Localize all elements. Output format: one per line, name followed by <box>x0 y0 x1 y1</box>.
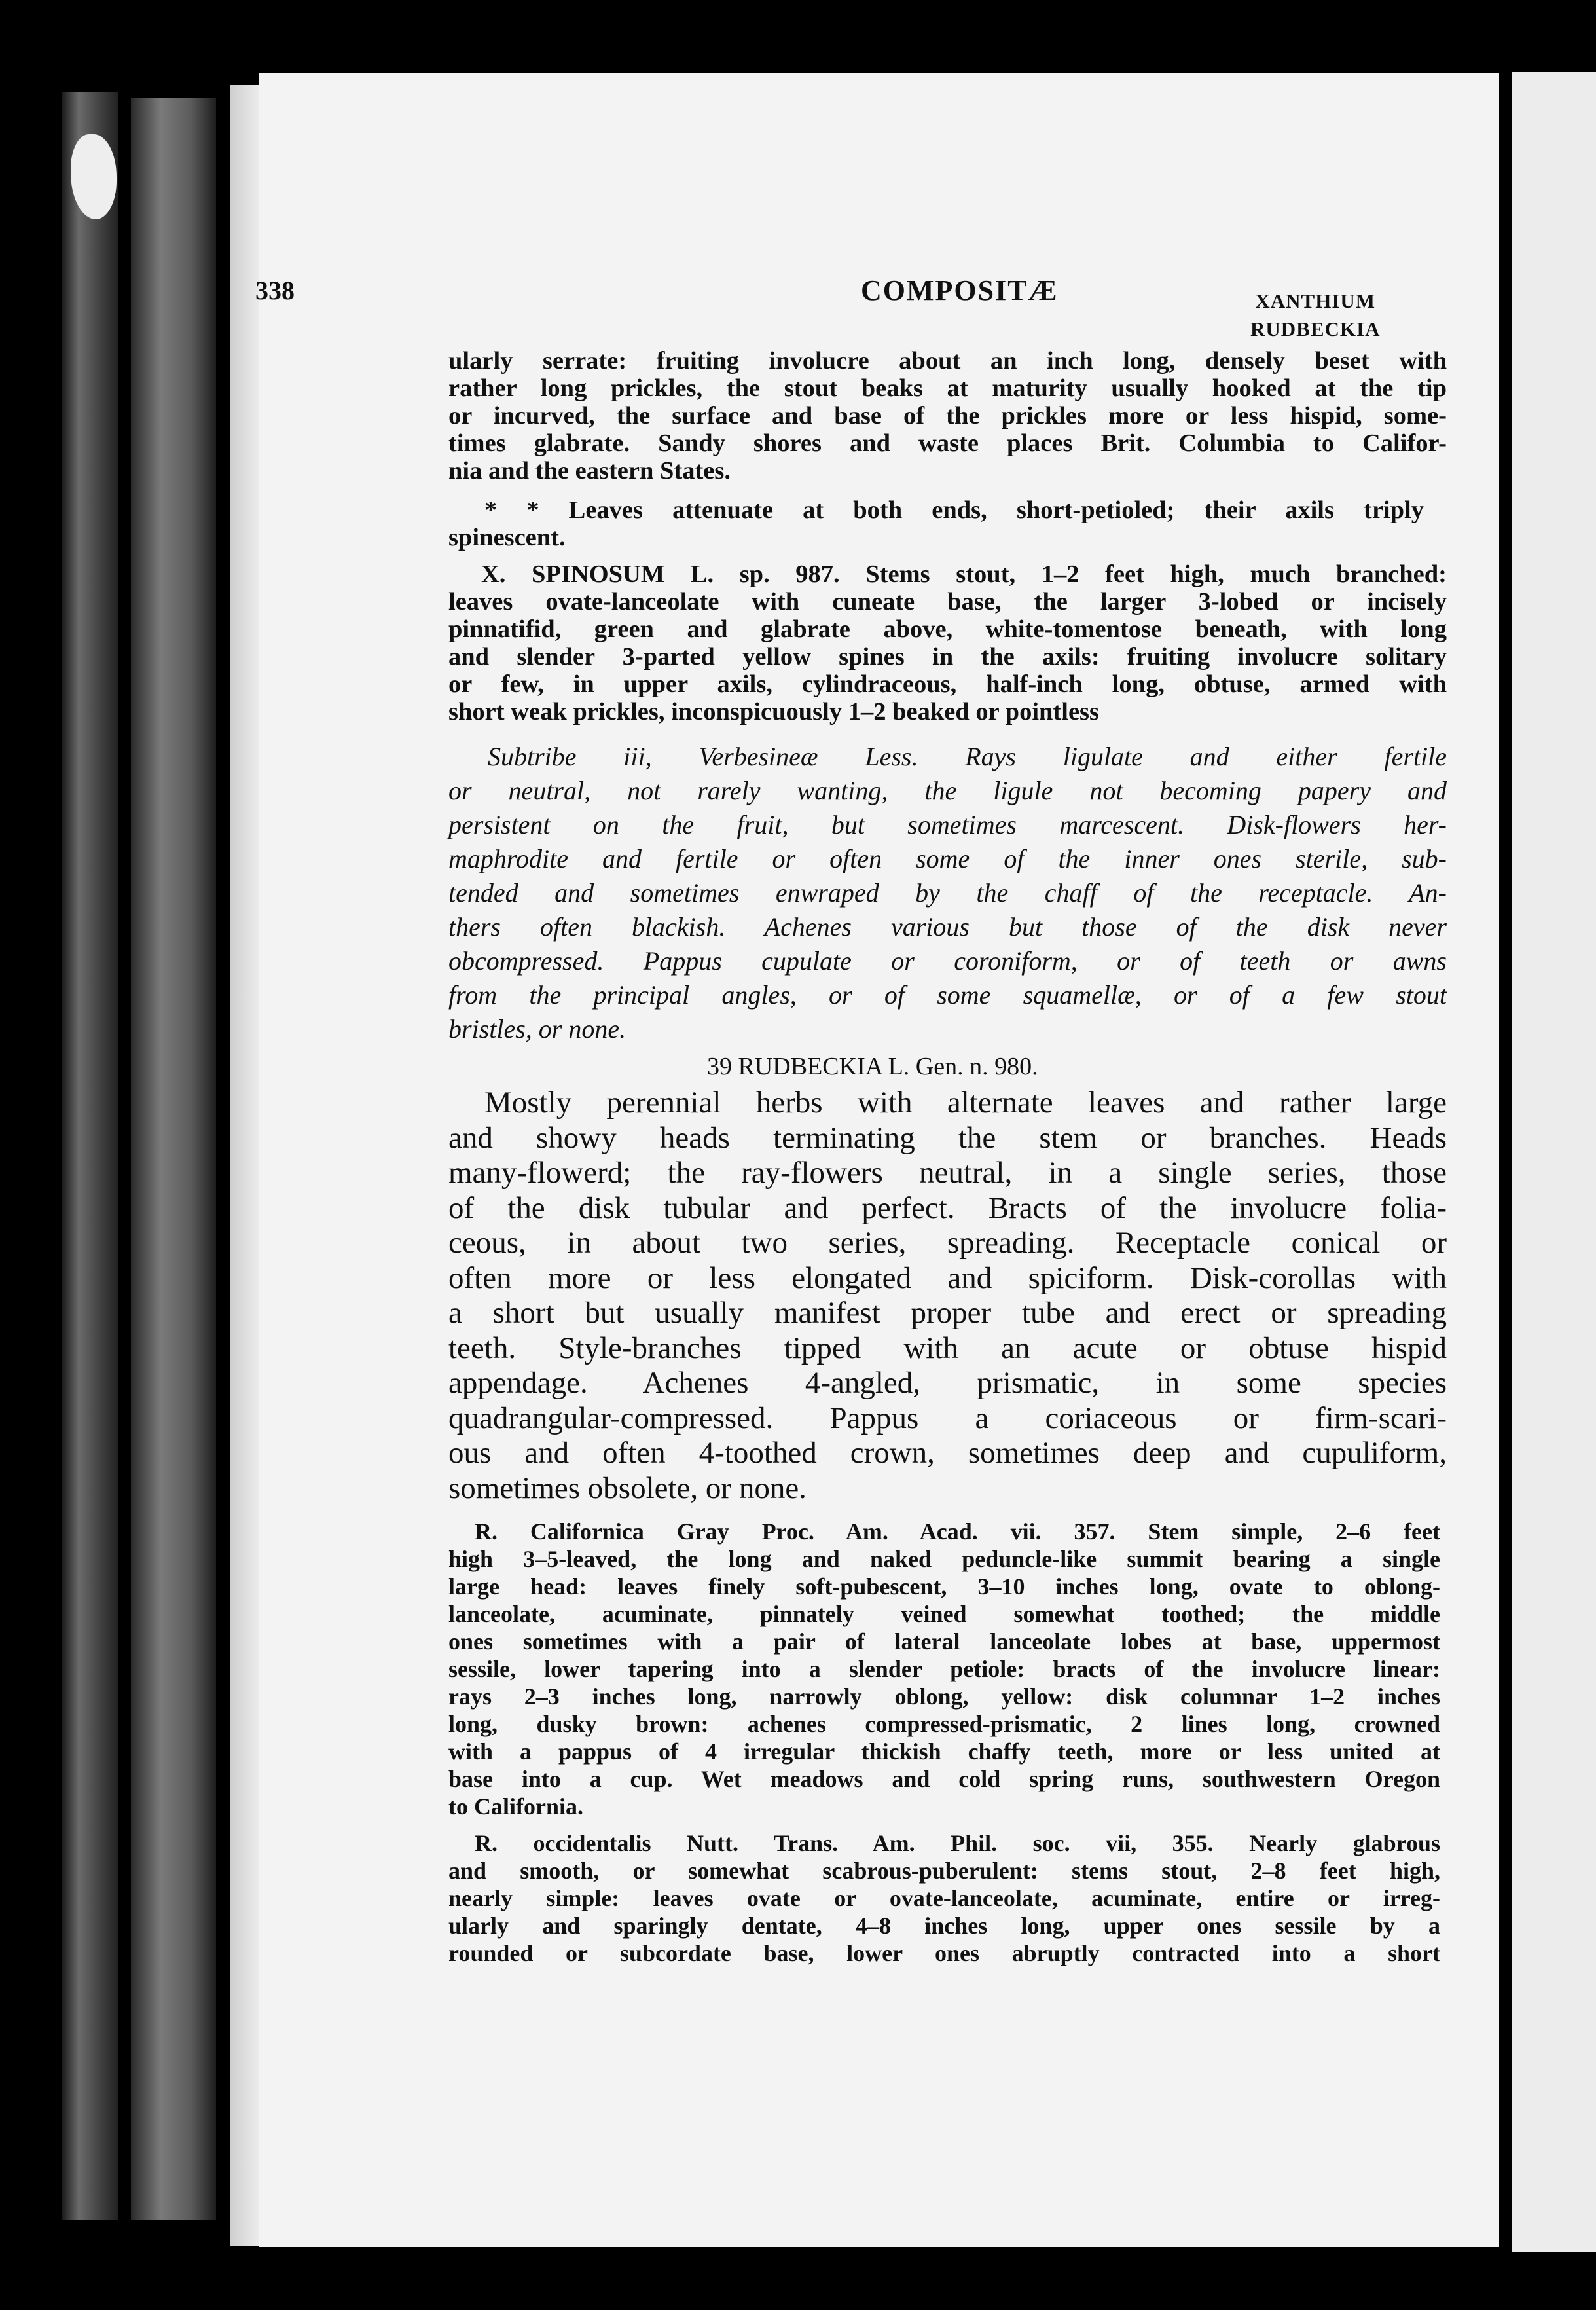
text-line: or neutral, not rarely wanting, the ligule not becoming papery and <box>448 776 1447 805</box>
text-line: ones sometimes with a pair of lateral lanceolate lobes at base, uppermost <box>448 1628 1440 1655</box>
genus-heading: 39 RUDBECKIA L. Gen. n. 980. <box>707 1053 1038 1080</box>
text-line: and slender 3-parted yellow spines in the axils: fruiting involucre solitary <box>448 643 1447 670</box>
text-line: many-flowerd; the ray-flowers neutral, in a single series, those <box>448 1156 1447 1190</box>
text-line: teeth. Style-branches tipped with an acute or obtuse hispid <box>448 1330 1447 1365</box>
text-line: a short but usually manifest proper tube and erect or spreading <box>448 1296 1447 1330</box>
text-line: rather long prickles, the stout beaks at maturity usually hooked at the tip <box>448 375 1447 402</box>
text-line: appendage. Achenes 4-angled, prismatic, in some species <box>448 1366 1447 1400</box>
text-line: ceous, in about two series, spreading. Receptacle conical or <box>448 1226 1447 1260</box>
species-spinosum <box>448 560 1447 725</box>
page-gap <box>1499 65 1512 2259</box>
next-page-edge <box>1512 72 1596 2252</box>
text-line: short weak prickles, inconspicuously 1–2 beaked or pointless <box>448 698 1100 725</box>
running-head-line1: XANTHIUM <box>1255 289 1376 312</box>
text-line: or few, in upper axils, cylindraceous, half-inch long, obtuse, armed with <box>448 670 1447 698</box>
text-line: maphrodite and fertile or often some of the inner ones sterile, sub- <box>448 844 1447 873</box>
text-line: nia and the eastern States. <box>448 457 731 485</box>
text-line: Subtribe iii, Verbesineæ Less. Rays ligulate and either fertile <box>488 742 1447 771</box>
text-line: leaves ovate-lanceolate with cuneate base, the larger 3-lobed or incisely <box>448 588 1447 615</box>
genus-description <box>448 1086 1447 1506</box>
text-line: base into a cup. Wet meadows and cold spring runs, southwestern Oregon <box>448 1766 1440 1792</box>
text-line: or incurved, the surface and base of the prickles more or less hispid, some- <box>448 402 1447 430</box>
subtribe-description <box>448 740 1447 1046</box>
text-line: high 3–5-leaved, the long and naked peduncle-like summit bearing a single <box>448 1546 1440 1572</box>
text-line: sessile, lower tapering into a slender petiole: bracts of the involucre linear: <box>448 1656 1440 1682</box>
text-line: Mostly perennial herbs with alternate leaves and rather large <box>484 1086 1447 1120</box>
text-line: nearly simple: leaves ovate or ovate-lanceolate, acuminate, entire or irreg- <box>448 1885 1440 1911</box>
species-californica <box>448 1518 1440 1820</box>
text-line: and smooth, or somewhat scabrous-puberulent: stems stout, 2–8 feet high, <box>448 1858 1440 1884</box>
text-line: spinescent. <box>448 524 566 551</box>
xanthium-continuation <box>448 347 1447 485</box>
text-line: ularly serrate: fruiting involucre about an inch long, densely beset with <box>448 347 1447 375</box>
text-line: quadrangular-compressed. Pappus a coriaceous or firm-scari- <box>448 1401 1447 1435</box>
running-head <box>1250 287 1380 343</box>
text-line: and showy heads terminating the stem or branches. Heads <box>448 1120 1447 1155</box>
running-head-line2: RUDBECKIA <box>1250 318 1381 340</box>
text-line: large head: leaves finely soft-pubescent, 3–10 inches long, ovate to oblong- <box>448 1573 1440 1600</box>
book-gutter-shadow <box>131 98 216 2220</box>
text-line: long, dusky brown: achenes compressed-prismatic, 2 lines long, crowned <box>448 1711 1440 1737</box>
text-line: X. SPINOSUM L. sp. 987. Stems stout, 1–2 feet high, much branched: <box>481 560 1447 588</box>
text-line: thers often blackish. Achenes various but those of the disk never <box>448 912 1447 942</box>
page-body <box>448 347 1450 1967</box>
text-line: sometimes obsolete, or none. <box>448 1471 807 1505</box>
text-line: R. Californica Gray Proc. Am. Acad. vii. 357. Stem simple, 2–6 feet <box>475 1518 1440 1545</box>
text-line: obcompressed. Pappus cupulate or coroniform, or of teeth or awns <box>448 946 1447 976</box>
text-line: rays 2–3 inches long, narrowly oblong, yellow: disk columnar 1–2 inches <box>448 1683 1440 1710</box>
text-line: times glabrate. Sandy shores and waste places Brit. Columbia to Califor- <box>448 430 1447 457</box>
page-number: 338 <box>255 276 295 305</box>
text-line: lanceolate, acuminate, pinnately veined somewhat toothed; the middle <box>448 1601 1440 1627</box>
text-line: from the principal angles, or of some squamellæ, or of a few stout <box>448 980 1447 1010</box>
text-line: often more or less elongated and spiciform. Disk-corollas with <box>448 1260 1447 1295</box>
subsection-heading-cont <box>448 524 1447 551</box>
text-line: rounded or subcordate base, lower ones abruptly contracted into a short <box>448 1940 1440 1966</box>
text-line: tended and sometimes enwraped by the chaff of the receptacle. An- <box>448 878 1447 908</box>
text-line: R. occidentalis Nutt. Trans. Am. Phil. soc. vii, 355. Nearly glabrous <box>475 1830 1440 1856</box>
text-line: ous and often 4-toothed crown, sometimes deep and cupuliform, <box>448 1436 1447 1470</box>
text-line: persistent on the fruit, but sometimes marcescent. Disk-flowers her- <box>448 810 1447 839</box>
text-line: * * Leaves attenuate at both ends, short-petioled; their axils triply <box>484 496 1424 524</box>
text-line: to California. <box>448 1793 583 1820</box>
text-line: bristles, or none. <box>448 1014 626 1044</box>
subsection-heading <box>448 496 1424 524</box>
book-spine-edge <box>62 92 118 2220</box>
page-title: COMPOSITÆ <box>861 274 1059 306</box>
species-occidentalis <box>448 1829 1440 1967</box>
text-line: ularly and sparingly dentate, 4–8 inches long, upper ones sessile by a <box>448 1913 1440 1939</box>
text-line: of the disk tubular and perfect. Bracts of the involucre folia- <box>448 1190 1447 1225</box>
text-line: with a pappus of 4 irregular thickish chaffy teeth, more or less united at <box>448 1738 1440 1765</box>
text-line: pinnatifid, green and glabrate above, white-tomentose beneath, with long <box>448 615 1447 643</box>
